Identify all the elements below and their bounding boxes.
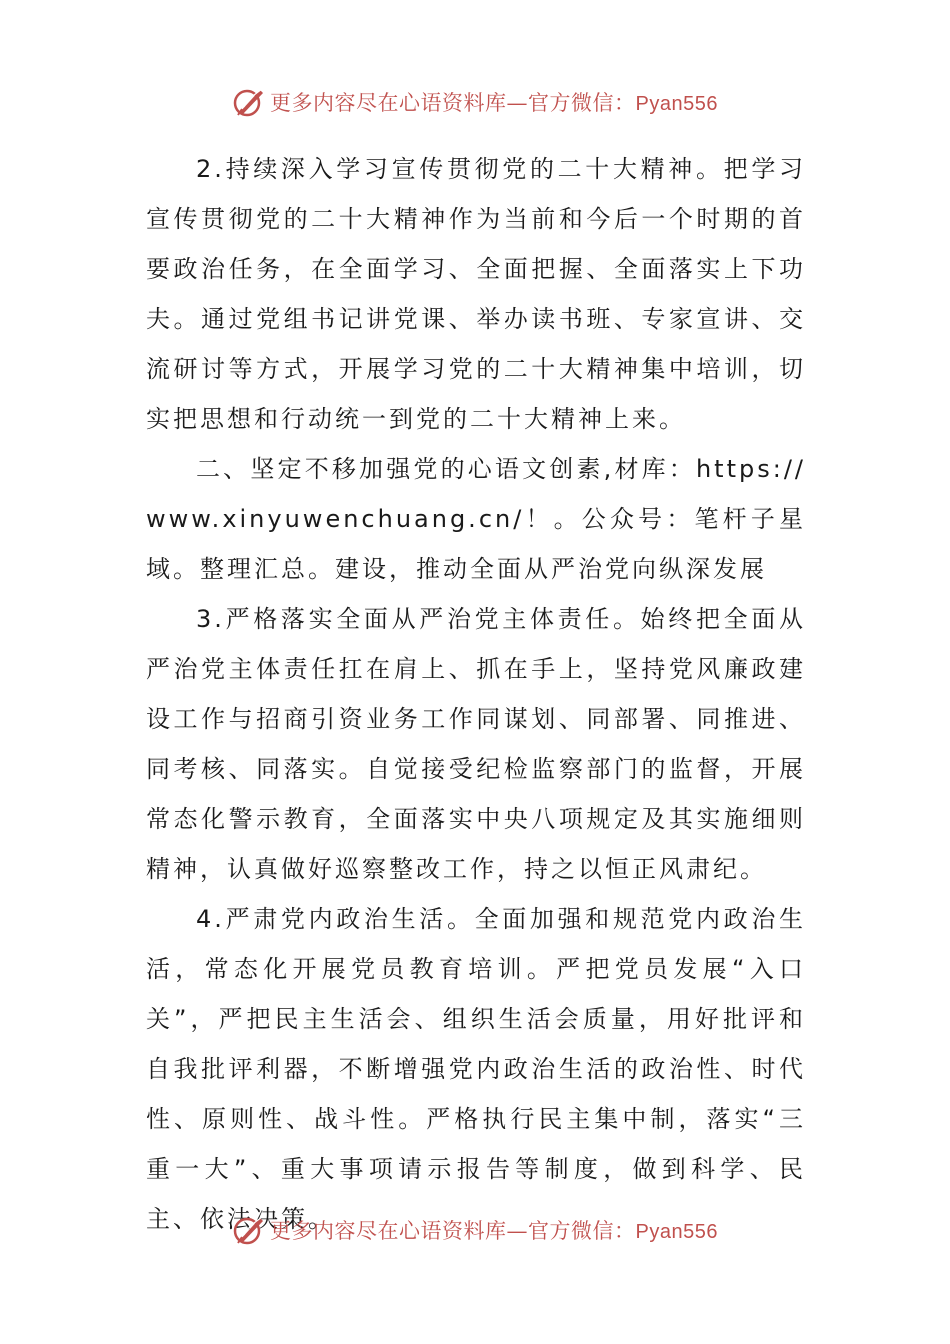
paragraph-4: 4.严肃党内政治生活。全面加强和规范党内政治生活，常态化开展党员教育培训。严把党员发展“入口关”，严把民主生活会、组织生活会质量，用好批评和自我批评利器，不断增强党内政治生活的政治性、时代性、原则性、战斗性。严格执行民主集中制，落实“三重一大”、重大事项请示报告等制度，做到科学、民主、依法决策。 — [146, 905, 806, 1233]
quill-logo-icon — [232, 1213, 266, 1247]
banner-wechat-id: Pyan556 — [635, 1221, 718, 1243]
quill-logo-icon — [232, 85, 266, 119]
banner-wechat-id: Pyan556 — [635, 93, 718, 115]
footer-banner — [0, 1210, 950, 1250]
header-banner — [0, 82, 950, 122]
paragraph-1: 2.持续深入学习宣传贯彻党的二十大精神。把学习宣传贯彻党的二十大精神作为当前和今后一个时期的首要政治任务，在全面学习、全面把握、全面落实上下功夫。通过党组书记讲党课、举办读书班、专家宣讲、交流研讨等方式，开展学习党的二十大精神集中培训，切实把思想和行动统一到党的二十大精神上来。 — [146, 155, 806, 433]
banner-text: 更多内容尽在心语资料库—官方微信：Pyan556 — [270, 91, 718, 115]
paragraph-3: 3.严格落实全面从严治党主体责任。始终把全面从严治党主体责任扛在肩上、抓在手上，坚持党风廉政建设工作与招商引资业务工作同谋划、同部署、同推进、同考核、同落实。自觉接受纪检监察部门的监督，开展常态化警示教育，全面落实中央八项规定及其实施细则精神，认真做好巡察整改工作，持之以恒正风肃纪。 — [146, 605, 806, 883]
banner-text: 更多内容尽在心语资料库—官方微信：Pyan556 — [270, 1219, 718, 1243]
document-body — [146, 144, 806, 1244]
paragraph-2: 二、坚定不移加强党的心语文创素,材库：https://www.xinyuwenchuang.cn/！。公众号：笔杆子星域。整理汇总。建设，推动全面从严治党向纵深发展 — [146, 455, 806, 583]
